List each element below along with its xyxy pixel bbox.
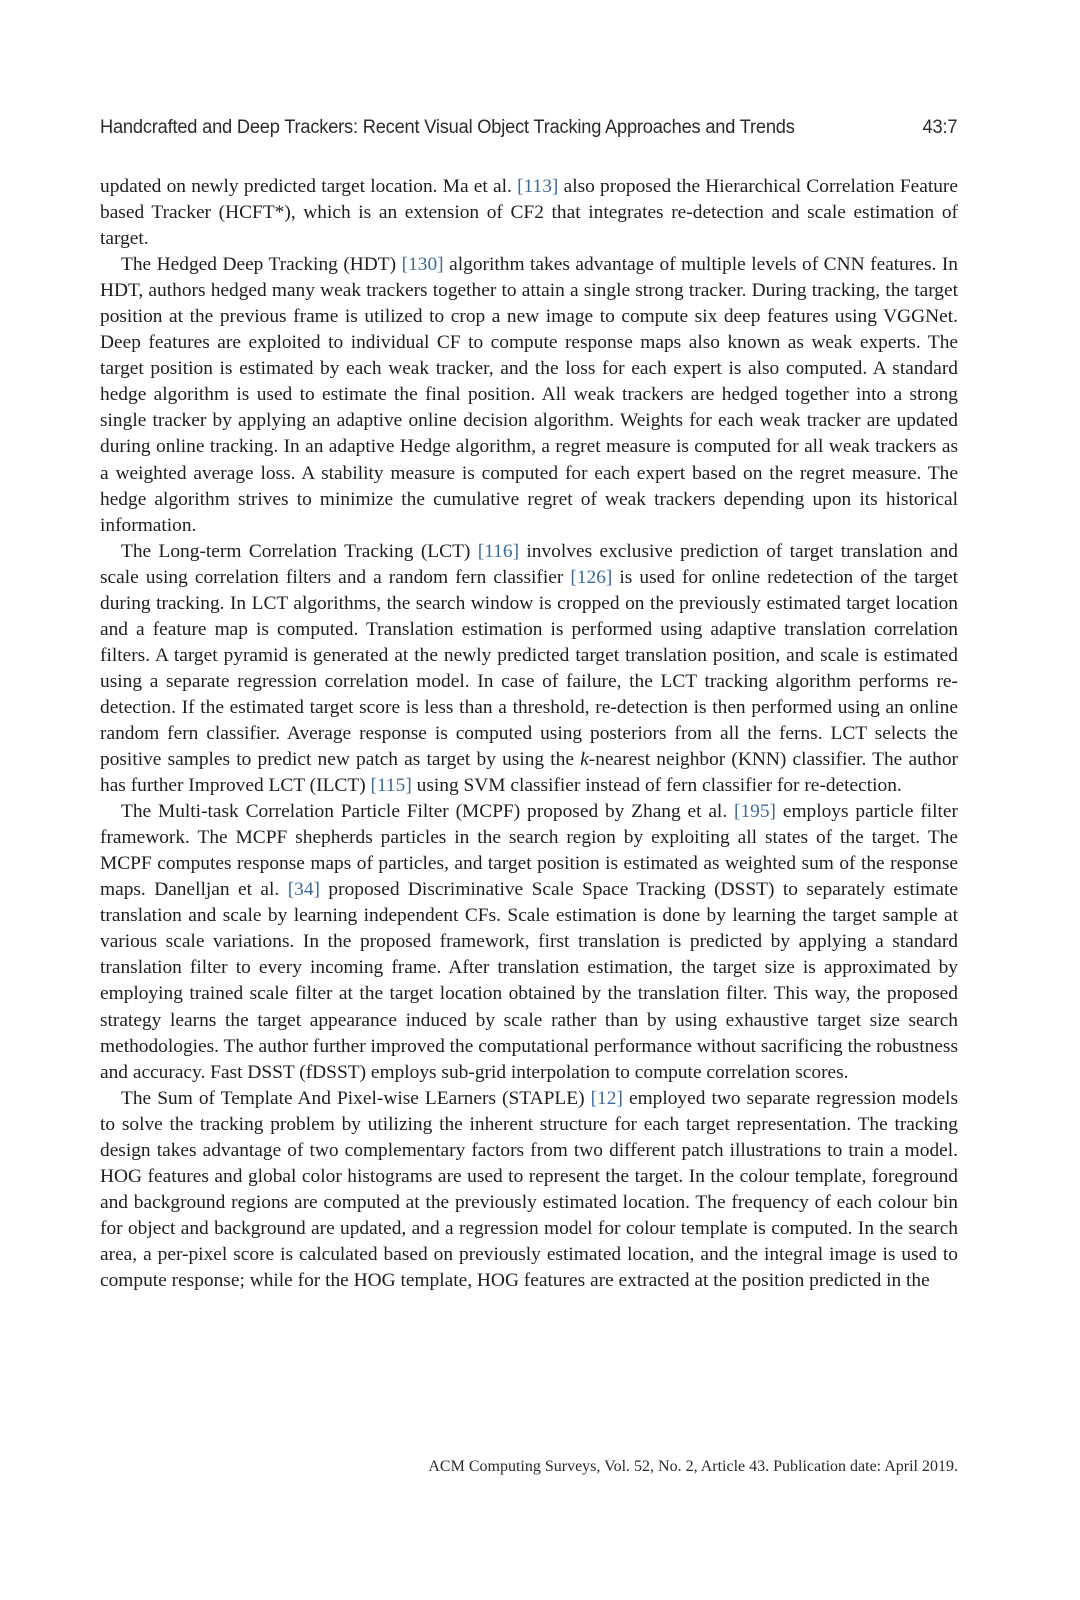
paragraph: [100, 252, 958, 539]
paragraph-text: The Long-term Correlation Tracking (LCT): [121, 540, 478, 562]
paragraph-text: proposed Discriminative Scale Space Tracking (DSST) to separately estimate translation and scale by learning independent CFs. Scale estimation is done by learning the target sample at various scale variations. In the proposed framework, first translation is predicted by applying a standard translation filter to every incoming frame. After translation estimation, the target size is approximated by employing trained scale filter at the target location obtained by the translation filter. This way, the proposed strategy learns the target appearance induced by scale rather than by using exhaustive target size search methodologies. The author further improved the computational performance without sacrificing the robustness and accuracy. Fast DSST (fDSST) employs sub-grid interpolation to compute correlation scores.: [100, 879, 958, 1083]
citation-link[interactable]: [130]: [401, 254, 444, 276]
paragraph-text: The Sum of Template And Pixel-wise LEarners (STAPLE): [121, 1087, 591, 1109]
paragraph-text: also proposed the Hierarchical Correlation Feature based Tracker (HCFT*), which is an extension of CF2 that integrates re-detection and scale estimation of target.: [100, 176, 958, 250]
paragraph: [100, 539, 958, 799]
citation-link[interactable]: [34]: [287, 879, 320, 901]
paragraph-text: updated on newly predicted target location. Ma et al.: [100, 176, 518, 197]
paragraph: [100, 1086, 958, 1294]
paragraph-text: algorithm takes advantage of multiple levels of CNN features. In HDT, authors hedged many weak trackers together to attain a single strong tracker. During tracking, the target position at the previous frame is utilized to crop a new image to compute six deep features using VGGNet. Deep features are exploited to individual CF to compute response maps also known as weak experts. The target position is estimated by each weak tracker, and the loss for each expert is also computed. A standard hedge algorithm is used to estimate the final position. All weak trackers are hedged together into a strong single tracker by applying an adaptive online decision algorithm. Weights for each weak tracker are updated during online tracking. In an adaptive Hedge algorithm, a regret measure is computed for all weak trackers as a weighted average loss. A stability measure is computed for each expert based on the regret measure. The hedge algorithm strives to minimize the cumulative regret of weak trackers depending upon its historical information.: [100, 254, 958, 536]
paragraph-text: using SVM classifier instead of fern classifier for re-detection.: [411, 775, 902, 797]
paragraph-text: is used for online redetection of the target during tracking. In LCT algorithms, the search window is cropped on the previously estimated target location and a feature map is computed. Translation estimation is performed using adaptive translation correlation filters. A target pyramid is generated at the newly predicted target translation position, and scale is estimated using a separate regression correlation model. In case of failure, the LCT tracking algorithm performs re-detection. If the estimated target score is less than a threshold, re-detection is then performed using an online random fern classifier. Average response is computed using posteriors from all the ferns. LCT selects the positive samples to predict new patch as target by using the: [100, 566, 958, 771]
paragraph-text: involves exclusive prediction of target translation and scale using correlation filters and a random fern classifier: [100, 540, 958, 588]
citation-link[interactable]: [126]: [570, 566, 613, 588]
italic-text: k: [580, 749, 589, 771]
citation-link[interactable]: [116]: [477, 540, 520, 562]
paragraph: [100, 174, 958, 252]
paragraph-text: -nearest neighbor (KNN) classifier. The author has further Improved LCT (ILCT): [100, 749, 958, 797]
body-text: [100, 174, 958, 1294]
running-title: Handcrafted and Deep Trackers: Recent Visual Object Tracking Approaches and Trends: [100, 117, 795, 138]
paragraph: [100, 799, 958, 1086]
citation-link[interactable]: [12]: [590, 1087, 623, 1109]
paragraph-text: employs particle filter framework. The MCPF shepherds particles in the search region by exploiting all states of the target. The MCPF computes response maps of particles, and target position is estimated as weighted sum of the response maps. Danelljan et al.: [100, 801, 958, 901]
footer-citation: ACM Computing Surveys, Vol. 52, No. 2, Article 43. Publication date: April 2019.: [428, 1458, 958, 1475]
running-header: [100, 117, 958, 139]
page-number: 43:7: [922, 117, 958, 138]
paragraph-text: The Multi-task Correlation Particle Filter (MCPF) proposed by Zhang et al.: [121, 801, 734, 823]
citation-link[interactable]: [195]: [734, 801, 777, 823]
paragraph-text: The Hedged Deep Tracking (HDT): [121, 254, 402, 276]
paragraph-text: employed two separate regression models to solve the tracking problem by utilizing the inherent structure for each target representation. The tracking design takes advantage of two complementary factors from two different patch illustrations to train a model. HOG features and global color histograms are used to represent the target. In the colour template, foreground and background regions are computed at the previously estimated location. The frequency of each colour bin for object and background are updated, and a regression model for colour template is computed. In the search area, a per-pixel score is calculated based on previously estimated location, and the integral image is used to compute response; while for the HOG template, HOG features are extracted at the position predicted in the: [100, 1087, 958, 1291]
citation-link[interactable]: [115]: [370, 775, 412, 797]
citation-link[interactable]: [113]: [517, 176, 559, 197]
